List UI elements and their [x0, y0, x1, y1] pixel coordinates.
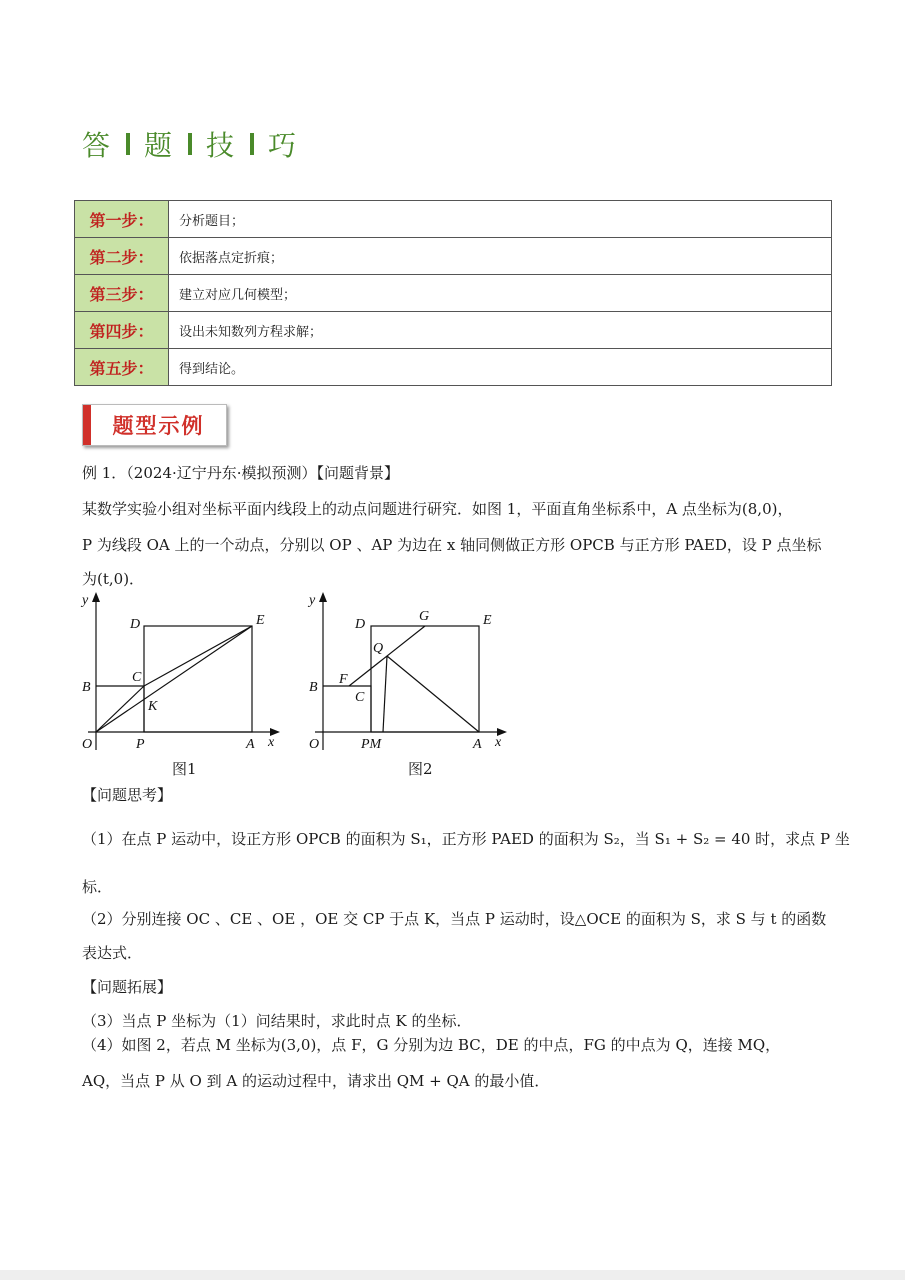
- banner-accent: [83, 405, 91, 445]
- problem-line: 某数学实验小组对坐标平面内线段上的动点问题进行研究．如图 1，平面直角坐标系中，A 点坐标为(8,0)，: [82, 500, 793, 518]
- title-separator: [126, 133, 130, 155]
- square-paed: [371, 626, 479, 732]
- y-arrow: [92, 592, 100, 602]
- segment-ce: [144, 626, 252, 686]
- question-4-cont: AQ，当点 P 从 O 到 A 的运动过程中，请求出 QM + QA 的最小值．: [82, 1072, 550, 1090]
- label-d: D: [130, 617, 141, 632]
- title-char: 题: [144, 129, 175, 162]
- title-char: 技: [206, 129, 237, 162]
- title-separator: [188, 133, 192, 155]
- question-1: （1）在点 P 运动中，设正方形 OPCB 的面积为 S₁，正方形 PAED 的面积为 S₂，当 S₁ + S₂ = 40 时，求点 P 坐: [82, 830, 850, 848]
- title-separator: [250, 133, 254, 155]
- section-title: [82, 124, 298, 164]
- label-o: O: [309, 737, 320, 752]
- label-a: A: [473, 737, 482, 752]
- label-pm: PM: [361, 737, 382, 752]
- step-label: 第二步：: [75, 238, 169, 275]
- page-bottom-bar: [0, 1270, 905, 1280]
- title-char: 巧: [268, 129, 299, 162]
- segment-oc: [96, 686, 144, 732]
- label-k: K: [148, 699, 158, 714]
- label-x: x: [495, 735, 502, 750]
- label-o: O: [82, 737, 93, 752]
- step-label: 第五步：: [75, 349, 169, 386]
- segment-oe: [96, 626, 252, 732]
- figure-1: [78, 590, 288, 760]
- step-label: 第四步：: [75, 312, 169, 349]
- label-q: Q: [373, 641, 384, 656]
- label-a: A: [246, 737, 255, 752]
- step-label: 第三步：: [75, 275, 169, 312]
- banner-text: 题型示例: [112, 414, 205, 438]
- question-1-cont: 标．: [82, 878, 113, 896]
- label-c: C: [355, 690, 365, 705]
- question-2-cont: 表达式．: [82, 944, 143, 962]
- step-row: [75, 238, 832, 275]
- label-e: E: [483, 613, 492, 628]
- label-p: P: [136, 737, 145, 752]
- segment-qa: [387, 656, 479, 732]
- figure-2-caption: 图2: [408, 760, 433, 778]
- step-text: 分析题目；: [169, 201, 832, 238]
- label-b: B: [309, 680, 318, 695]
- problem-line: P 为线段 OA 上的一个动点，分别以 OP 、AP 为边在 x 轴同侧做正方形 OPCB 与正方形 PAED，设 P 点坐标: [82, 536, 822, 554]
- question-2: （2）分别连接 OC 、CE 、OE ，OE 交 CP 于点 K，当点 P 运动时，设△OCE 的面积为 S，求 S 与 t 的函数: [82, 910, 827, 928]
- problem-line: 为(t,0)．: [82, 570, 145, 588]
- step-text: 得到结论。: [169, 349, 832, 386]
- step-row: [75, 312, 832, 349]
- step-row: [75, 201, 832, 238]
- step-text: 设出未知数列方程求解；: [169, 312, 832, 349]
- figure-1-caption: 图1: [172, 760, 197, 778]
- title-char: 答: [82, 129, 113, 162]
- example-header: 例 1．（2024·辽宁丹东·模拟预测）【问题背景】: [82, 464, 400, 482]
- step-row: [75, 275, 832, 312]
- label-e: E: [256, 613, 265, 628]
- think-heading: 【问题思考】: [82, 786, 173, 804]
- label-b: B: [82, 680, 91, 695]
- label-g: G: [419, 609, 430, 624]
- question-3: （3）当点 P 坐标为（1）问结果时，求此时点 K 的坐标．: [82, 1012, 472, 1030]
- label-d: D: [355, 617, 366, 632]
- step-text: 依据落点定折痕；: [169, 238, 832, 275]
- label-x: x: [268, 735, 275, 750]
- figure-2: [305, 590, 515, 760]
- step-row: [75, 349, 832, 386]
- segment-qm: [383, 656, 387, 732]
- label-y: y: [82, 593, 89, 608]
- label-f: F: [339, 672, 348, 687]
- label-y: y: [309, 593, 316, 608]
- question-4: （4）如图 2，若点 M 坐标为(3,0)，点 F，G 分别为边 BC，DE 的中点，FG 的中点为 Q，连接 MQ，: [82, 1036, 781, 1054]
- square-paed: [144, 626, 252, 732]
- y-arrow: [319, 592, 327, 602]
- example-banner: [82, 404, 227, 446]
- steps-table: [74, 200, 832, 386]
- label-c: C: [132, 670, 142, 685]
- step-label: 第一步：: [75, 201, 169, 238]
- extension-heading: 【问题拓展】: [82, 978, 173, 996]
- step-text: 建立对应几何模型；: [169, 275, 832, 312]
